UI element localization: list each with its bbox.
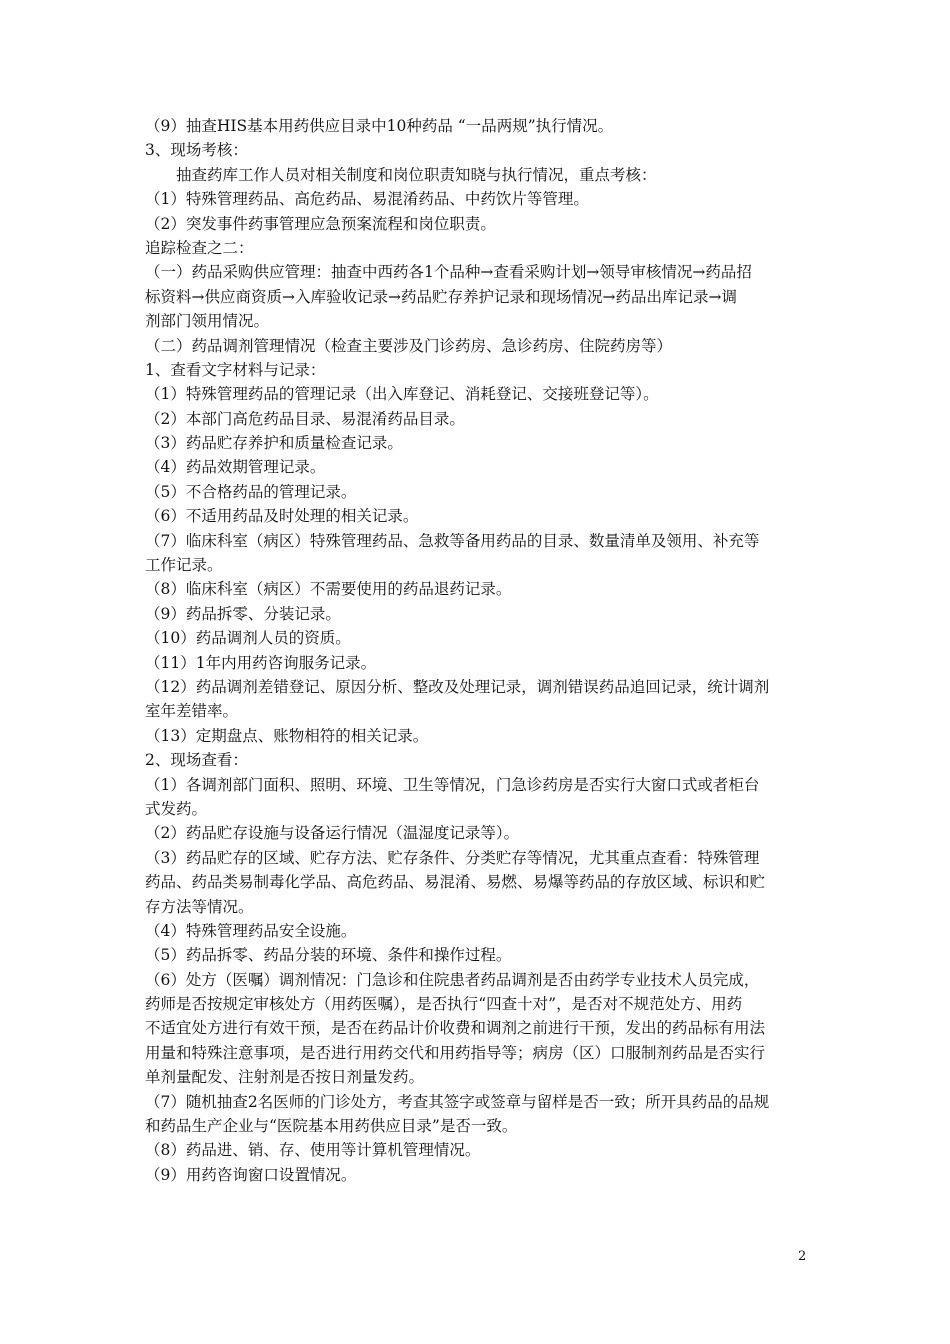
text-line: （3）药品贮存养护和质量检查记录。 bbox=[145, 434, 403, 453]
text-line: （5）药品拆零、药品分装的环境、条件和操作过程。 bbox=[145, 946, 512, 965]
text-line: （2）突发事件药事管理应急预案流程和岗位职责。 bbox=[145, 214, 496, 233]
text-line: 药品、药品类易制毒化学品、高危药品、易混淆、易燃、易爆等药品的存放区域、标识和贮 bbox=[145, 873, 766, 892]
text-line: （1）特殊管理药品、高危药品、易混淆药品、中药饮片等管理。 bbox=[145, 190, 589, 209]
text-line: （一）药品采购供应管理：抽查中西药各1个品种→查看采购计划→领导审核情况→药品招 bbox=[145, 263, 752, 282]
document-body bbox=[145, 114, 815, 1187]
text-line: （8）药品进、销、存、使用等计算机管理情况。 bbox=[145, 1141, 481, 1160]
text-line: 2、现场查看： bbox=[145, 751, 248, 770]
text-line: （3）药品贮存的区域、贮存方法、贮存条件、分类贮存等情况，尤其重点查看：特殊管理 bbox=[145, 848, 760, 867]
text-line: （10）药品调剂人员的资质。 bbox=[145, 629, 351, 648]
text-line: （4）药品效期管理记录。 bbox=[145, 458, 326, 477]
text-line: （7）临床科室（病区）特殊管理药品、急救等备用药品的目录、数量清单及领用、补充等 bbox=[145, 531, 760, 550]
text-line: 追踪检查之二： bbox=[145, 238, 254, 257]
text-line: 不适宜处方进行有效干预，是否在药品计价收费和调剂之前进行干预，发出的药品标有用法 bbox=[145, 1019, 766, 1038]
text-line: （6）不适用药品及时处理的相关记录。 bbox=[145, 507, 419, 526]
text-line: （8）临床科室（病区）不需要使用的药品退药记录。 bbox=[145, 580, 512, 599]
text-line: （5）不合格药品的管理记录。 bbox=[145, 482, 357, 501]
text-line: （9）抽查HIS基本用药供应目录中10种药品 “一品两规”执行情况。 bbox=[145, 117, 614, 135]
text-line: 工作记录。 bbox=[145, 556, 223, 575]
page-number: 2 bbox=[798, 1249, 807, 1264]
text-line: 剂部门领用情况。 bbox=[145, 312, 270, 331]
text-line: （11）1年内用药咨询服务记录。 bbox=[145, 653, 377, 672]
text-line: 3、现场考核： bbox=[145, 141, 248, 160]
text-line: 和药品生产企业与“医院基本用药供应目录”是否一致。 bbox=[145, 1117, 518, 1136]
text-line: （9）药品拆零、分装记录。 bbox=[145, 604, 341, 623]
text-line: 存方法等情况。 bbox=[145, 897, 254, 916]
text-line: （二）药品调剂管理情况（检查主要涉及门诊药房、急诊药房、住院药房等） bbox=[145, 336, 673, 355]
text-line: （9）用药咨询窗口设置情况。 bbox=[145, 1165, 357, 1184]
text-line: 室年差错率。 bbox=[145, 702, 239, 721]
text-line: （13）定期盘点、账物相符的相关记录。 bbox=[145, 726, 429, 745]
text-line: （1）各调剂部门面积、照明、环境、卫生等情况，门急诊药房是否实行大窗口式或者柜台 bbox=[145, 775, 760, 794]
text-line: 单剂量配发、注射剂是否按日剂量发药。 bbox=[145, 1068, 425, 1087]
text-line: 1、查看文字材料与记录： bbox=[145, 360, 326, 379]
text-line: （1）特殊管理药品的管理记录（出入库登记、消耗登记、交接班登记等）。 bbox=[145, 385, 659, 404]
text-line: 药师是否按规定审核处方（用药医嘱），是否执行“四查十对”，是否对不规范处方、用药 bbox=[145, 995, 743, 1014]
text-line: （7）随机抽查2名医师的门诊处方，考查其签字或签章与留样是否一致；所开具药品的品规 bbox=[145, 1092, 770, 1111]
text-line: 标资料→供应商资质→入库验收记录→药品贮存养护记录和现场情况→药品出库记录→调 bbox=[145, 287, 737, 306]
text-line: （2）本部门高危药品目录、易混淆药品目录。 bbox=[145, 409, 465, 428]
text-line: 用量和特殊注意事项，是否进行用药交代和用药指导等；病房（区）口服制剂药品是否实行 bbox=[145, 1043, 766, 1062]
text-line: （6）处方（医嘱）调剂情况：门急诊和住院患者药品调剂是否由药学专业技术人员完成， bbox=[145, 970, 760, 989]
text-line: （2）药品贮存设施与设备运行情况（温湿度记录等）。 bbox=[145, 824, 520, 843]
text-line: （4）特殊管理药品安全设施。 bbox=[145, 921, 357, 940]
text-line: （12）药品调剂差错登记、原因分析、整改及处理记录，调剂错误药品追回记录，统计调剂 bbox=[145, 677, 770, 696]
text-line: 抽查药库工作人员对相关制度和岗位职责知晓与执行情况，重点考核： bbox=[176, 165, 657, 184]
text-line: 式发药。 bbox=[145, 799, 208, 818]
